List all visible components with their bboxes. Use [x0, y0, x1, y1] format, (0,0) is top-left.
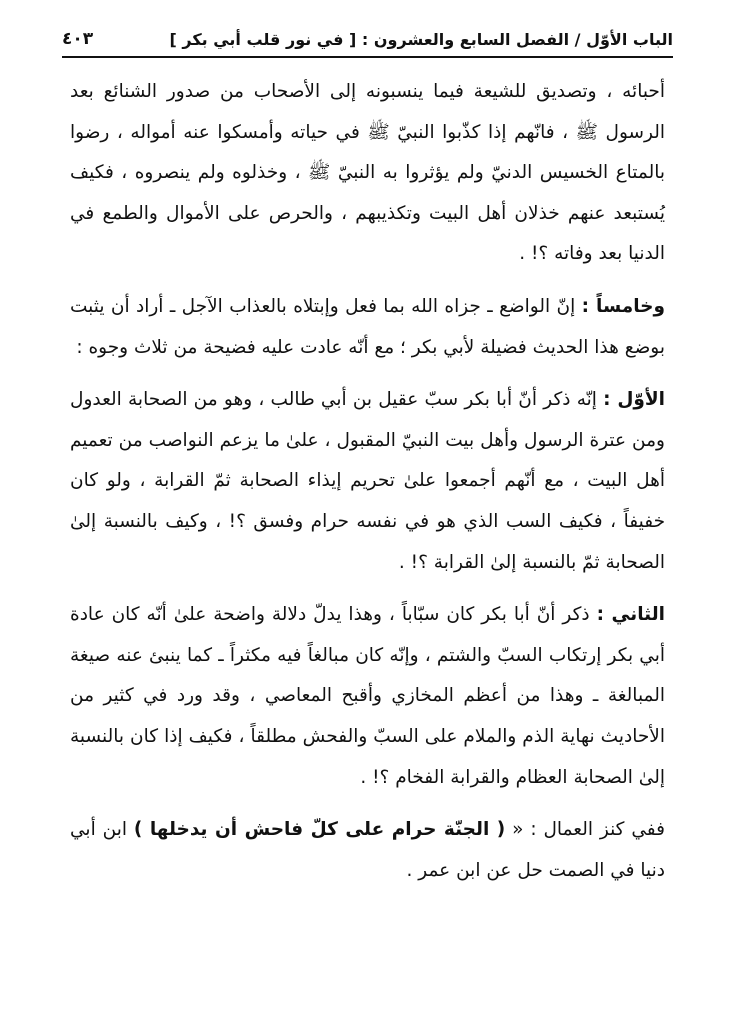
hadith-quote: ( الجنّة حرام على كلّ فاحش أن يدخلها )	[133, 819, 506, 841]
paragraph-5	[70, 810, 665, 891]
paragraph-lead: الثاني :	[596, 604, 665, 626]
paragraph-text: إنّ الواضع ـ جزاه الله بما فعل وإبتلاه بالعذاب الآجل ـ أراد أن يثبت بوضع هذا الحديث فضيلة لأبي بكر ؛ مع أنّه عادت عليه فضيحة من ثلاث وجوه :	[70, 295, 665, 358]
paragraph-text: ففي كنز العمال : «	[505, 819, 665, 841]
paragraph-2	[70, 287, 665, 368]
page-number: ٤٠٣	[62, 29, 94, 49]
paragraph-text: ابن أبي دنيا في الصمت حل عن ابن عمر .	[70, 819, 665, 881]
paragraph-text: أحبائه ، وتصديق للشيعة فيما ينسبونه إلى الأصحاب من صدور الشنائع بعد الرسول ﷺ ، فانّهم إذا كذّبوا النبيّ ﷺ في حياته وأمسكوا عنه أمواله ، رضوا بالمتاع الخسيس الدنيّ ولم يؤثروا به النبيّ ﷺ ، وخذلوه ولم ينصروه ، فكيف يُستبعد عنهم خذلان أهل البيت وتكذيبهم ، والحرص على الأموال والطمع في الدنيا بعد وفاته ؟! .	[70, 81, 665, 265]
paragraph-text: إنّه ذكر أنّ أبا بكر سبّ عقيل بن أبي طالب ، وهو من الصحابة العدول ومن عترة الرسول وأهل بيت النبيّ المقبول ، علىٰ ما يزعم النواصب من تعميم أهل البيت ، مع أنّهم أجمعوا علىٰ تحريم إيذاء الصحابة ثمّ القرابة ، ولو كان خفيفاً ، فكيف السب الذي هو في نفسه حرام وفسق ؟! ، وكيف بالنسبة إلىٰ الصحابة ثمّ بالنسبة إلىٰ القرابة ؟! .	[70, 389, 665, 573]
paragraph-text: ذكر أنّ أبا بكر كان سبّاباً ، وهذا يدلّ دلالة واضحة علىٰ أنّه كان عادة أبي بكر إرتكاب السبّ والشتم ، وإنّه كان مبالغاً فيه مكثراً ـ كما ينبئ عنه صيغة المبالغة ـ وهذا من أعظم المخازي وأقبح المعاصي ، وقد ورد في كثير من الأحاديث نهاية الذم والملام على السبّ والفحش مطلقاً ، فكيف إذا كان بالنسبة إلىٰ الصحابة العظام والقرابة الفخام ؟! .	[70, 604, 665, 788]
running-header	[62, 22, 673, 58]
chapter-title-bold: في نور قلب أبي بكر	[182, 29, 344, 49]
body-text	[70, 72, 665, 903]
paragraph-4	[70, 595, 665, 798]
paragraph-lead: وخامساً :	[581, 295, 665, 317]
paragraph-3	[70, 380, 665, 583]
paragraph-1	[70, 72, 665, 275]
paragraph-lead: الأوّل :	[603, 389, 665, 411]
chapter-title: الباب الأوّل / الفصل السابع والعشرون : [ في نور قلب أبي بكر ]	[169, 29, 673, 49]
